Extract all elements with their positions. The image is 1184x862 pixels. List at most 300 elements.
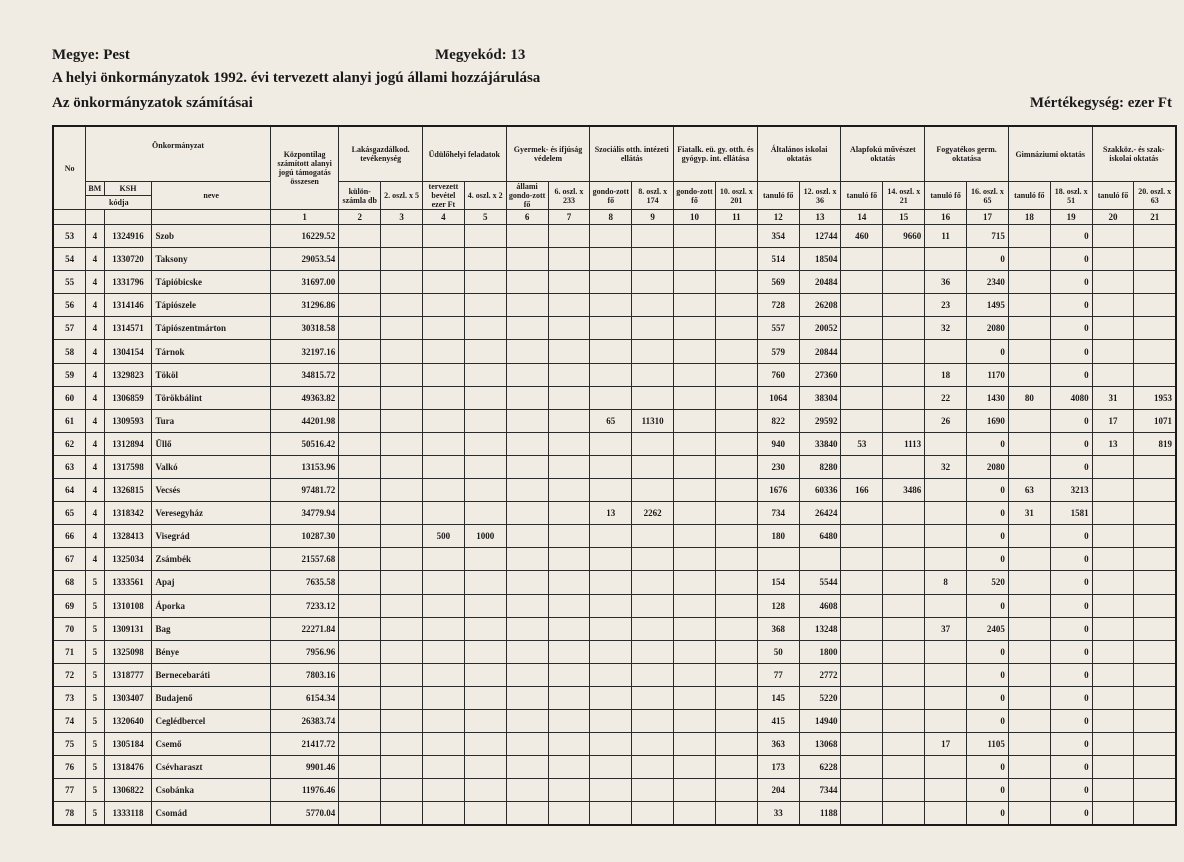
cell-value [715, 594, 757, 617]
cell-value [1134, 502, 1176, 525]
cell-value [1092, 756, 1134, 779]
cell-name: Tápiószele [152, 294, 270, 317]
cell-no: 64 [53, 479, 86, 502]
cell-value [590, 617, 632, 640]
cell-value [674, 479, 716, 502]
cell-no: 68 [53, 571, 86, 594]
colnum: 11 [715, 210, 757, 225]
cell-value [464, 686, 506, 709]
cell-value [1092, 802, 1134, 826]
subheader: állami gondo-zott fő [506, 182, 548, 210]
cell-value [548, 225, 590, 248]
cell-value [381, 802, 423, 826]
colnum: 1 [270, 210, 338, 225]
cell-value: 0 [1050, 340, 1092, 363]
table-row [53, 248, 1176, 271]
cell-name: Valkó [152, 455, 270, 478]
cell-value [381, 432, 423, 455]
table-row [53, 640, 1176, 663]
cell-value [506, 386, 548, 409]
colnum-blank [104, 210, 152, 225]
cell-value [1092, 502, 1134, 525]
cell-value [632, 663, 674, 686]
cell-value [674, 225, 716, 248]
table-row [53, 502, 1176, 525]
document-title: A helyi önkormányzatok 1992. évi tervezett alanyi jogú állami hozzájárulása [52, 70, 541, 86]
cell-value [674, 409, 716, 432]
cell-value [422, 548, 464, 571]
cell-value: 20844 [799, 340, 841, 363]
cell-value [715, 502, 757, 525]
cell-value [381, 479, 423, 502]
cell-value [674, 571, 716, 594]
cell-value: 37 [925, 617, 967, 640]
cell-value [381, 248, 423, 271]
cell-value [674, 594, 716, 617]
cell-total: 21557.68 [270, 548, 338, 571]
table-row [53, 617, 1176, 640]
cell-value [464, 340, 506, 363]
cell-value [674, 733, 716, 756]
cell-value: 2262 [632, 502, 674, 525]
cell-value [1008, 271, 1050, 294]
cell-value [590, 271, 632, 294]
cell-value [590, 225, 632, 248]
allocation-table [52, 125, 1177, 826]
cell-value: 0 [1050, 271, 1092, 294]
cell-value [339, 248, 381, 271]
cell-value [1134, 709, 1176, 732]
col-bm-header: BM [86, 182, 104, 196]
subheader: 4. oszl. x 2 [464, 182, 506, 210]
cell-ksh: 1310108 [104, 594, 152, 617]
cell-value [464, 363, 506, 386]
cell-value: 819 [1134, 432, 1176, 455]
cell-value [674, 686, 716, 709]
cell-value [548, 248, 590, 271]
cell-value [674, 756, 716, 779]
cell-value: 166 [841, 479, 883, 502]
cell-value: 38304 [799, 386, 841, 409]
cell-value [548, 525, 590, 548]
cell-value: 415 [757, 709, 799, 732]
cell-total: 16229.52 [270, 225, 338, 248]
cell-name: Apaj [152, 571, 270, 594]
cell-value [381, 733, 423, 756]
cell-no: 75 [53, 733, 86, 756]
cell-value [506, 756, 548, 779]
cell-value [883, 802, 925, 826]
cell-value: 557 [757, 317, 799, 340]
subheader: tervezett bevétel ezer Ft [422, 182, 464, 210]
colnum: 17 [967, 210, 1009, 225]
cell-value [506, 709, 548, 732]
cell-value [674, 663, 716, 686]
cell-no: 76 [53, 756, 86, 779]
subheader: 8. oszl. x 174 [632, 182, 674, 210]
cell-value [422, 663, 464, 686]
cell-value [674, 294, 716, 317]
cell-value: 1953 [1134, 386, 1176, 409]
cell-value [1134, 317, 1176, 340]
cell-value [1092, 479, 1134, 502]
cell-value [506, 225, 548, 248]
cell-ksh: 1314571 [104, 317, 152, 340]
cell-no: 59 [53, 363, 86, 386]
cell-value [1092, 548, 1134, 571]
cell-name: Tápiószentmárton [152, 317, 270, 340]
cell-value [674, 271, 716, 294]
cell-value [548, 594, 590, 617]
cell-ksh: 1318342 [104, 502, 152, 525]
cell-value [339, 502, 381, 525]
cell-value: 0 [1050, 363, 1092, 386]
cell-value [422, 386, 464, 409]
cell-value [1008, 802, 1050, 826]
cell-value [841, 617, 883, 640]
cell-value [506, 271, 548, 294]
cell-value [506, 663, 548, 686]
colnum: 9 [632, 210, 674, 225]
cell-value [548, 502, 590, 525]
cell-value [841, 640, 883, 663]
cell-value [548, 756, 590, 779]
cell-value [632, 709, 674, 732]
cell-bm: 5 [86, 640, 104, 663]
cell-value [841, 571, 883, 594]
cell-ksh: 1330720 [104, 248, 152, 271]
cell-value [590, 686, 632, 709]
cell-value [422, 594, 464, 617]
cell-value [1134, 756, 1176, 779]
cell-value [674, 363, 716, 386]
cell-value [841, 502, 883, 525]
colnum: 14 [841, 210, 883, 225]
cell-value [381, 779, 423, 802]
cell-value [506, 571, 548, 594]
cell-no: 72 [53, 663, 86, 686]
cell-name: Bénye [152, 640, 270, 663]
cell-value [381, 663, 423, 686]
cell-name: Tárnok [152, 340, 270, 363]
cell-value: 368 [757, 617, 799, 640]
cell-value [464, 432, 506, 455]
cell-name: Tököl [152, 363, 270, 386]
cell-value [422, 502, 464, 525]
cell-value [883, 571, 925, 594]
cell-value: 2772 [799, 663, 841, 686]
cell-value: 13 [1092, 432, 1134, 455]
cell-value [1092, 663, 1134, 686]
cell-ksh: 1331796 [104, 271, 152, 294]
cell-value [883, 455, 925, 478]
cell-value: 1690 [967, 409, 1009, 432]
cell-value [674, 248, 716, 271]
cell-value: 6228 [799, 756, 841, 779]
cell-value [339, 386, 381, 409]
cell-value [883, 709, 925, 732]
cell-value: 460 [841, 225, 883, 248]
cell-value [841, 363, 883, 386]
cell-value [339, 548, 381, 571]
cell-total: 49363.82 [270, 386, 338, 409]
cell-value: 26 [925, 409, 967, 432]
cell-value [841, 386, 883, 409]
cell-value [925, 802, 967, 826]
cell-value [883, 271, 925, 294]
subheader: 20. oszl. x 63 [1134, 182, 1176, 210]
cell-value [464, 386, 506, 409]
cell-value [464, 640, 506, 663]
cell-value [339, 756, 381, 779]
cell-bm: 5 [86, 663, 104, 686]
cell-value [464, 502, 506, 525]
cell-name: Áporka [152, 594, 270, 617]
cell-name: Vecsés [152, 479, 270, 502]
cell-value [422, 455, 464, 478]
cell-name: Tura [152, 409, 270, 432]
cell-value: 1170 [967, 363, 1009, 386]
cell-bm: 4 [86, 548, 104, 571]
cell-ksh: 1318777 [104, 663, 152, 686]
cell-name: Bag [152, 617, 270, 640]
cell-value: 29592 [799, 409, 841, 432]
cell-value [715, 248, 757, 271]
cell-value [381, 502, 423, 525]
cell-value [590, 594, 632, 617]
cell-value [841, 663, 883, 686]
cell-value [464, 594, 506, 617]
cell-value [381, 363, 423, 386]
cell-ksh: 1305184 [104, 733, 152, 756]
cell-value: 5220 [799, 686, 841, 709]
cell-value: 33 [757, 802, 799, 826]
col-code-header: kódja [86, 196, 152, 210]
cell-value [548, 617, 590, 640]
cell-value [883, 617, 925, 640]
cell-value: 18504 [799, 248, 841, 271]
cell-value: 128 [757, 594, 799, 617]
cell-value [715, 363, 757, 386]
cell-value [339, 640, 381, 663]
colnum: 10 [674, 210, 716, 225]
cell-value [883, 363, 925, 386]
cell-value [925, 709, 967, 732]
cell-value [548, 363, 590, 386]
cell-value: 1430 [967, 386, 1009, 409]
cell-value [464, 756, 506, 779]
cell-bm: 4 [86, 340, 104, 363]
cell-value [925, 640, 967, 663]
cell-value [1008, 225, 1050, 248]
cell-value [715, 294, 757, 317]
cell-value [381, 271, 423, 294]
cell-total: 31697.00 [270, 271, 338, 294]
cell-value [339, 340, 381, 363]
colnum: 16 [925, 210, 967, 225]
cell-value [506, 432, 548, 455]
cell-value [381, 594, 423, 617]
table-row [53, 271, 1176, 294]
cell-bm: 4 [86, 248, 104, 271]
cell-value [883, 663, 925, 686]
cell-value [632, 479, 674, 502]
cell-value [339, 571, 381, 594]
cell-no: 55 [53, 271, 86, 294]
cell-ksh: 1333561 [104, 571, 152, 594]
cell-value [674, 386, 716, 409]
cell-value [506, 779, 548, 802]
cell-value: 12744 [799, 225, 841, 248]
unit-label: Mértékegység: ezer Ft [1029, 95, 1172, 111]
document-subtitle: Az önkormányzatok számításai [52, 95, 253, 111]
cell-value [674, 525, 716, 548]
cell-value [548, 271, 590, 294]
subheader: 2. oszl. x 5 [381, 182, 423, 210]
cell-value: 50 [757, 640, 799, 663]
cell-value [381, 525, 423, 548]
cell-value [590, 248, 632, 271]
cell-ksh: 1328413 [104, 525, 152, 548]
group-header-8: Fogyatékos germ. oktatása [925, 126, 1009, 182]
cell-no: 58 [53, 340, 86, 363]
cell-value [715, 617, 757, 640]
table-row [53, 317, 1176, 340]
cell-value [632, 317, 674, 340]
cell-value [632, 640, 674, 663]
cell-value: 14940 [799, 709, 841, 732]
cell-value: 0 [967, 709, 1009, 732]
cell-value [548, 409, 590, 432]
cell-value [715, 317, 757, 340]
cell-value [1134, 248, 1176, 271]
cell-bm: 5 [86, 686, 104, 709]
colnum: 12 [757, 210, 799, 225]
colnum: 21 [1134, 210, 1176, 225]
cell-value [548, 779, 590, 802]
col-total-header: Központilag számított alanyi jogú támogatás összesen [270, 126, 338, 210]
cell-name: Ceglédbercel [152, 709, 270, 732]
table-row [53, 455, 1176, 478]
cell-value [632, 733, 674, 756]
cell-value: 7344 [799, 779, 841, 802]
cell-value: 65 [590, 409, 632, 432]
cell-value [1092, 733, 1134, 756]
cell-value: 0 [967, 756, 1009, 779]
cell-bm: 4 [86, 479, 104, 502]
cell-value: 77 [757, 663, 799, 686]
cell-total: 44201.98 [270, 409, 338, 432]
cell-bm: 4 [86, 317, 104, 340]
cell-value: 0 [967, 479, 1009, 502]
cell-value: 17 [925, 733, 967, 756]
cell-value [632, 594, 674, 617]
cell-value [381, 409, 423, 432]
cell-value [422, 317, 464, 340]
cell-value [1134, 271, 1176, 294]
subheader: gondo-zott fő [590, 182, 632, 210]
table-row [53, 479, 1176, 502]
colnum: 18 [1008, 210, 1050, 225]
cell-value [548, 686, 590, 709]
cell-value: 17 [1092, 409, 1134, 432]
cell-value [632, 548, 674, 571]
cell-value [506, 525, 548, 548]
cell-value [339, 294, 381, 317]
cell-value: 1581 [1050, 502, 1092, 525]
table-row [53, 709, 1176, 732]
cell-value: 0 [967, 802, 1009, 826]
cell-value [464, 455, 506, 478]
cell-value [1134, 617, 1176, 640]
cell-value: 13248 [799, 617, 841, 640]
cell-value [1008, 317, 1050, 340]
cell-value [715, 709, 757, 732]
cell-value [506, 686, 548, 709]
cell-value [632, 525, 674, 548]
cell-value [841, 409, 883, 432]
cell-ksh: 1325034 [104, 548, 152, 571]
cell-value [715, 686, 757, 709]
cell-value [1008, 432, 1050, 455]
group-header-9: Gimnáziumi oktatás [1008, 126, 1092, 182]
subheader: 16. oszl. x 65 [967, 182, 1009, 210]
cell-value [381, 709, 423, 732]
cell-value [715, 525, 757, 548]
cell-name: Tápióbicske [152, 271, 270, 294]
cell-value: 33840 [799, 432, 841, 455]
cell-value [632, 617, 674, 640]
cell-total: 21417.72 [270, 733, 338, 756]
cell-ksh: 1303407 [104, 686, 152, 709]
cell-value [590, 386, 632, 409]
cell-value [715, 409, 757, 432]
cell-value [464, 317, 506, 340]
cell-value [339, 686, 381, 709]
cell-no: 70 [53, 617, 86, 640]
cell-value: 0 [1050, 455, 1092, 478]
cell-value [464, 663, 506, 686]
cell-value: 32 [925, 455, 967, 478]
cell-value [632, 225, 674, 248]
group-header-5: Fiatalk. eü. gy. otth. és gyógyp. int. ellátása [674, 126, 758, 182]
cell-name: Szob [152, 225, 270, 248]
cell-value: 80 [1008, 386, 1050, 409]
cell-value: 520 [967, 571, 1009, 594]
cell-value [381, 571, 423, 594]
cell-value: 31 [1092, 386, 1134, 409]
cell-value [632, 779, 674, 802]
cell-value [925, 340, 967, 363]
cell-bm: 4 [86, 386, 104, 409]
cell-value [1008, 248, 1050, 271]
cell-value [632, 686, 674, 709]
cell-value: 760 [757, 363, 799, 386]
cell-value: 13068 [799, 733, 841, 756]
table-row [53, 663, 1176, 686]
cell-value: 8280 [799, 455, 841, 478]
cell-no: 78 [53, 802, 86, 826]
cell-value [422, 225, 464, 248]
table-row [53, 386, 1176, 409]
cell-value [1008, 686, 1050, 709]
cell-value [1092, 271, 1134, 294]
group-header-7: Alapfokú művészet oktatás [841, 126, 925, 182]
cell-value: 0 [1050, 686, 1092, 709]
col-onkormanyzat-header: Önkormányzat [86, 126, 271, 182]
colnum: 3 [381, 210, 423, 225]
group-header-2: Üdülőhelyi feladatok [422, 126, 506, 182]
